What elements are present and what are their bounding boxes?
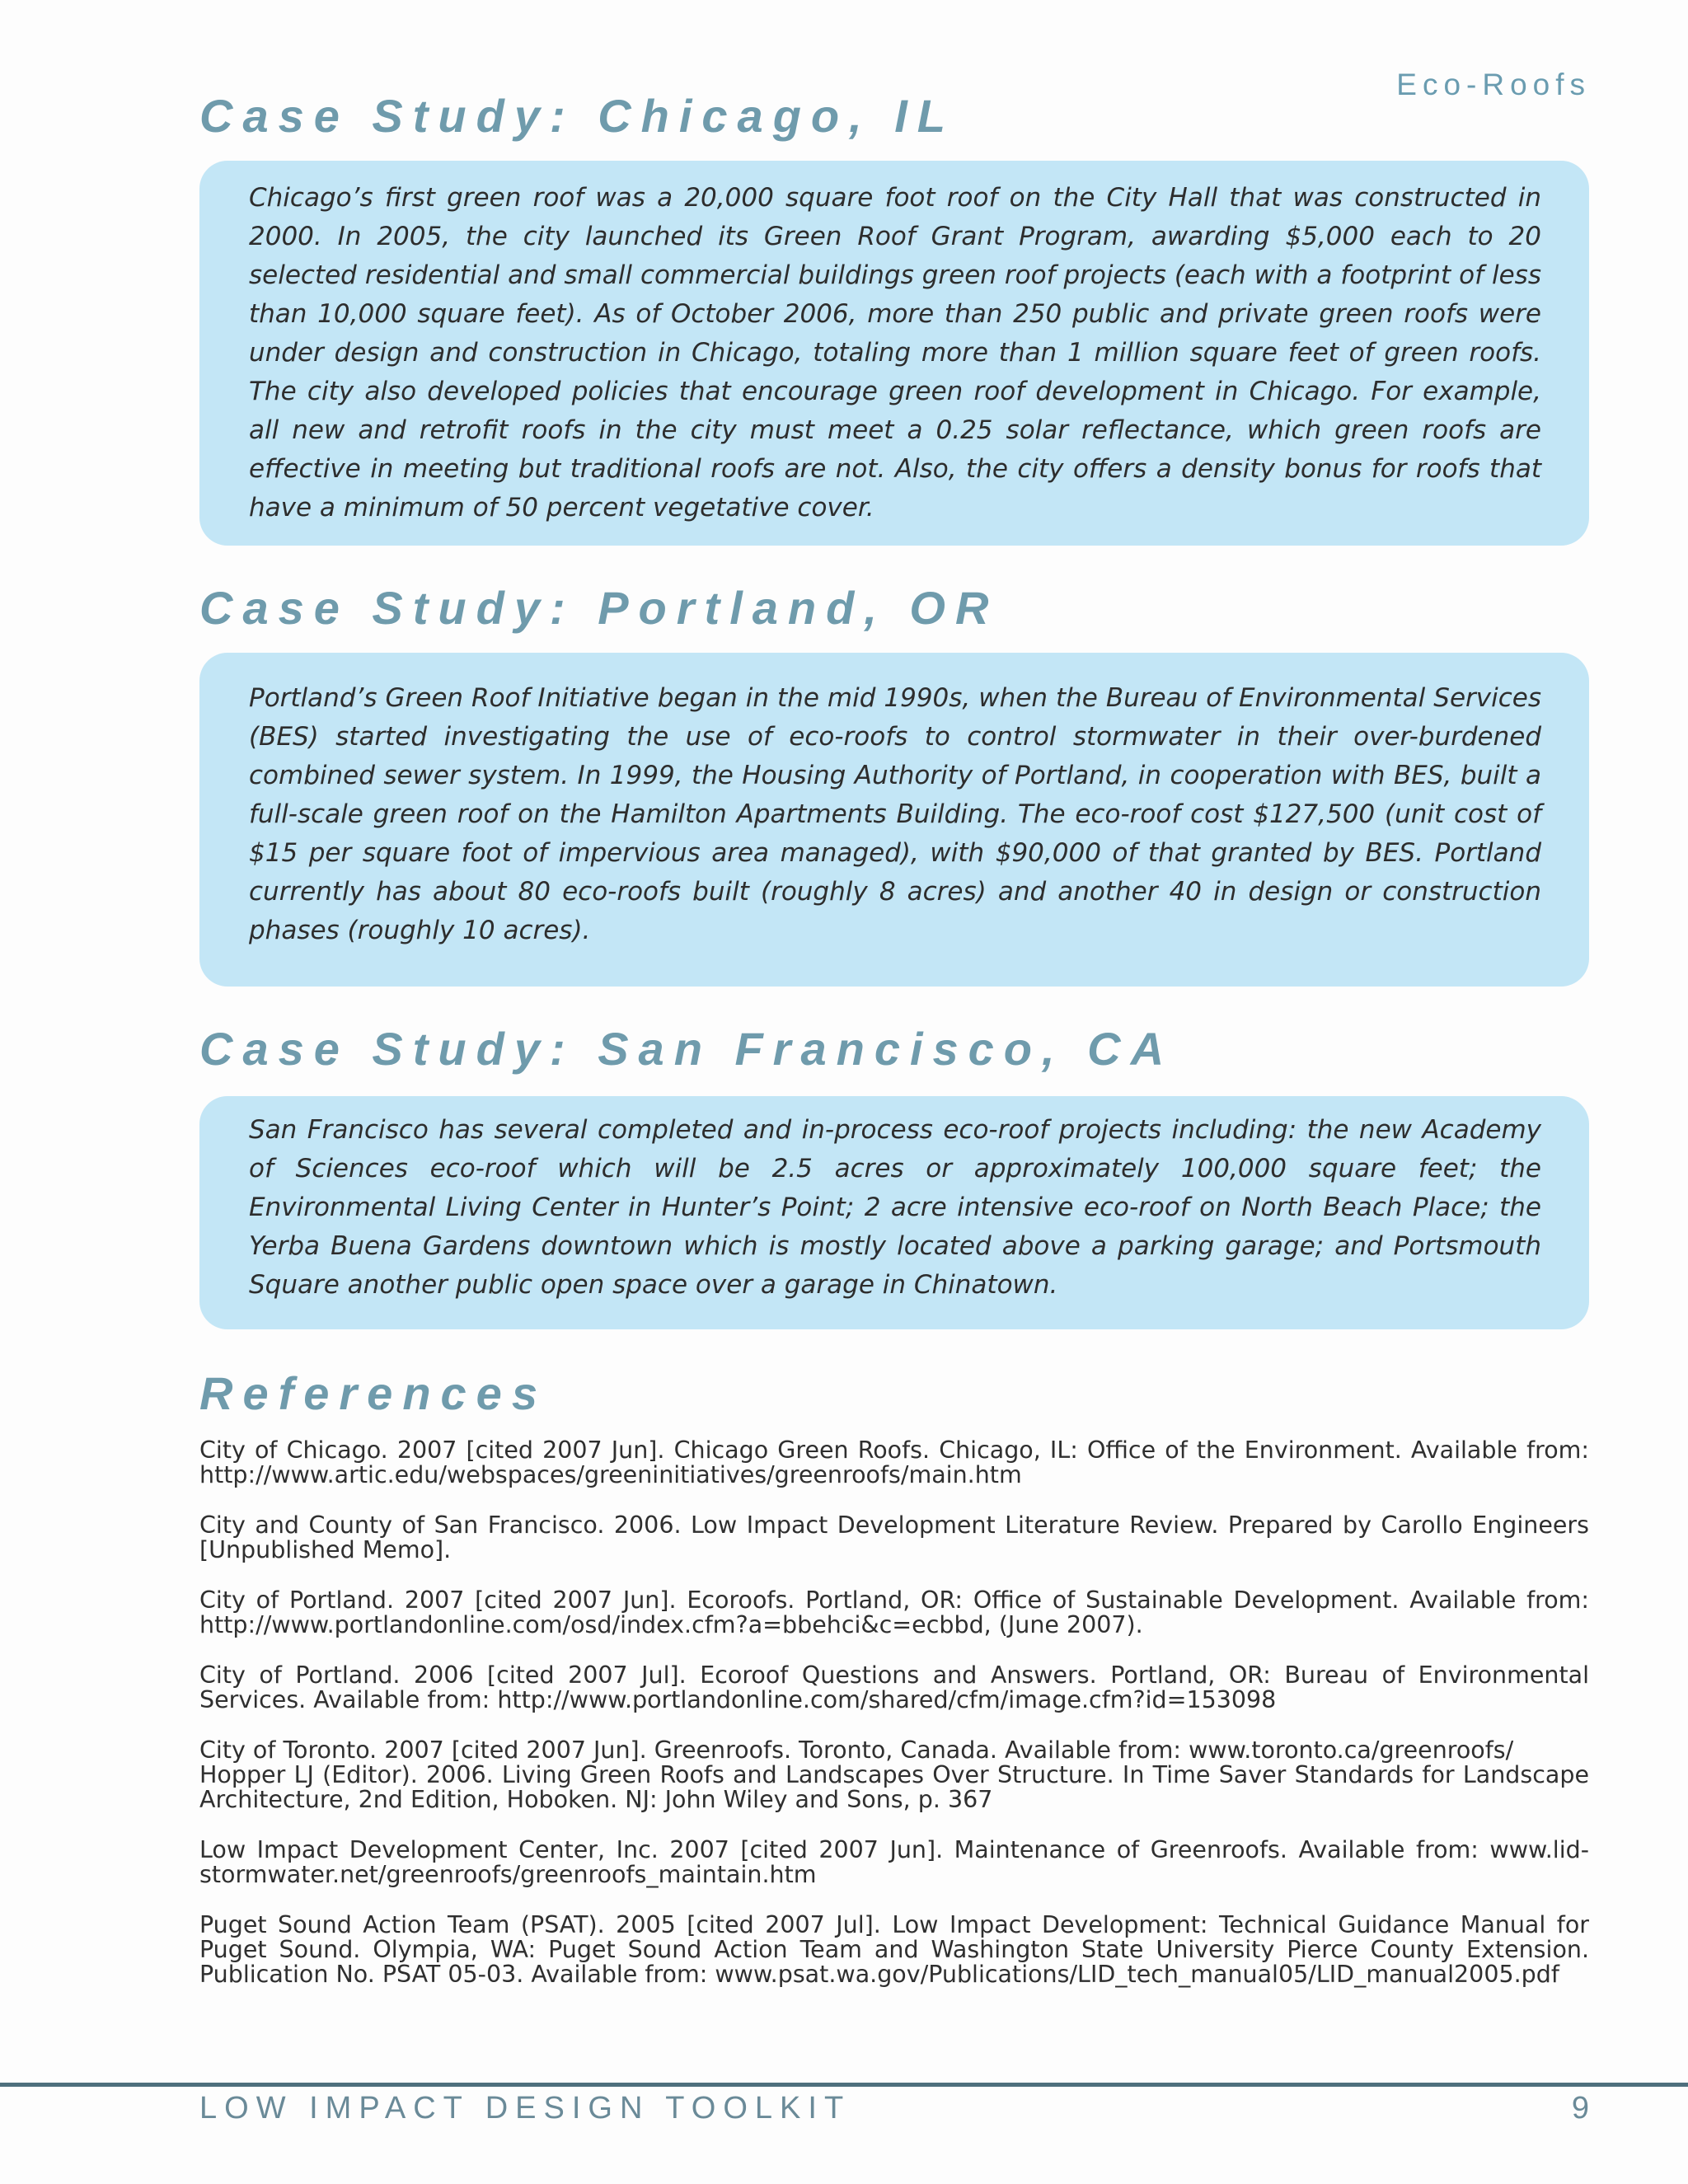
case-study-box-portland (199, 653, 1589, 987)
reference-item: Puget Sound Action Team (PSAT). 2005 [cited 2007 Jul]. Low Impact Development: Technical Guidance Manual for Puget Sound. Olympia, WA: Puget Sound Action Team and Washington State University Pierce County Extension. Publication No. PSAT 05-03. Available from: www.psat.wa.gov/Publications/LID_tech_manual05/LID_manual2005.pdf (199, 1911, 1589, 1988)
reference-item: City of Chicago. 2007 [cited 2007 Jun]. Chicago Green Roofs. Chicago, IL: Office of the Environment. Available from: http://www.artic.edu/webspaces/greeninitiatives/greenroofs/main.htm (199, 1436, 1589, 1488)
case-study-title-portland: Case Study: Portland, OR (199, 582, 999, 634)
case-study-text-chicago: Chicago’s first green roof was a 20,000 square foot roof on the City Hall that was constructed in 2000. In 2005, the city launched its Green Roof Grant Program, awarding $5,000 each to 20 selected residential and small commercial buildings green roof projects (each with a footprint of less than 10,000 square feet). As of October 2006, more than 250 public and private green roofs were under design and construction in Chicago, totaling more than 1 million square feet of green roofs. The city also developed policies that encourage green roof development in Chicago. For example, all new and retrofit roofs in the city must meet a 0.25 solar reflectance, which green roofs are effective in meeting but traditional roofs are not. Also, the city offers a density bonus for roofs that have a minimum of 50 percent vegetative cover. (249, 183, 1541, 523)
case-study-title-chicago: Case Study: Chicago, IL (199, 90, 955, 142)
footer-divider (0, 2083, 1688, 2087)
reference-item: City and County of San Francisco. 2006. Low Impact Development Literature Review. Prepared by Carollo Engineers [Unpublished Memo]. (199, 1511, 1589, 1563)
footer-title: LOW IMPACT DESIGN TOOLKIT (199, 2091, 851, 2125)
running-header: Eco-Roofs (1396, 68, 1591, 101)
case-study-title-san-francisco: Case Study: San Francisco, CA (199, 1023, 1175, 1075)
page-number: 9 (1571, 2091, 1589, 2125)
case-study-text-portland: Portland’s Green Roof Initiative began in the mid 1990s, when the Bureau of Environmental Services (BES) started investigating the use of eco-roofs to control stormwater in their over-burdened combined sewer system. In 1999, the Housing Authority of Portland, in cooperation with BES, built a full-scale green roof on the Hamilton Apartments Building. The eco-roof cost $127,500 (unit cost of $15 per square foot of impervious area managed), with $90,000 of that granted by BES. Portland currently has about 80 eco-roofs built (roughly 8 acres) and another 40 in design or construction phases (roughly 10 acres). (249, 683, 1541, 945)
references-title: References (199, 1367, 547, 1419)
reference-item: City of Portland. 2006 [cited 2007 Jul]. Ecoroof Questions and Answers. Portland, OR: Bureau of Environmental Services. Available from: http://www.portlandonline.com/shared/cfm/image.cfm?id=153098 (199, 1661, 1589, 1713)
reference-item: Low Impact Development Center, Inc. 2007 [cited 2007 Jun]. Maintenance of Greenroofs. Available from: www.lid-stormwater.net/greenroofs/greenroofs_maintain.htm (199, 1836, 1589, 1888)
reference-item: City of Toronto. 2007 [cited 2007 Jun]. Greenroofs. Toronto, Canada. Available from: www.toronto.ca/greenroofs/ (199, 1736, 1514, 1764)
case-study-box-chicago (199, 161, 1589, 546)
reference-item: City of Portland. 2007 [cited 2007 Jun]. Ecoroofs. Portland, OR: Office of Sustainable Development. Available from: http://www.portlandonline.com/osd/index.cfm?a=bbehci&c=ecbbd, (June 2007). (199, 1586, 1589, 1638)
case-study-box-san-francisco (199, 1096, 1589, 1329)
reference-item: Hopper LJ (Editor). 2006. Living Green Roofs and Landscapes Over Structure. In Time Saver Standards for Landscape Architecture, 2nd Edition, Hoboken. NJ: John Wiley and Sons, p. 367 (199, 1761, 1589, 1813)
case-study-text-san-francisco: San Francisco has several completed and in-process eco-roof projects including: the new Academy of Sciences eco-roof which will be 2.5 acres or approximately 100,000 square feet; the Environmental Living Center in Hunter’s Point; 2 acre intensive eco-roof on North Beach Place; the Yerba Buena Gardens downtown which is mostly located above a parking garage; and Portsmouth Square another public open space over a garage in Chinatown. (249, 1115, 1541, 1300)
references-list (199, 1438, 1589, 2013)
